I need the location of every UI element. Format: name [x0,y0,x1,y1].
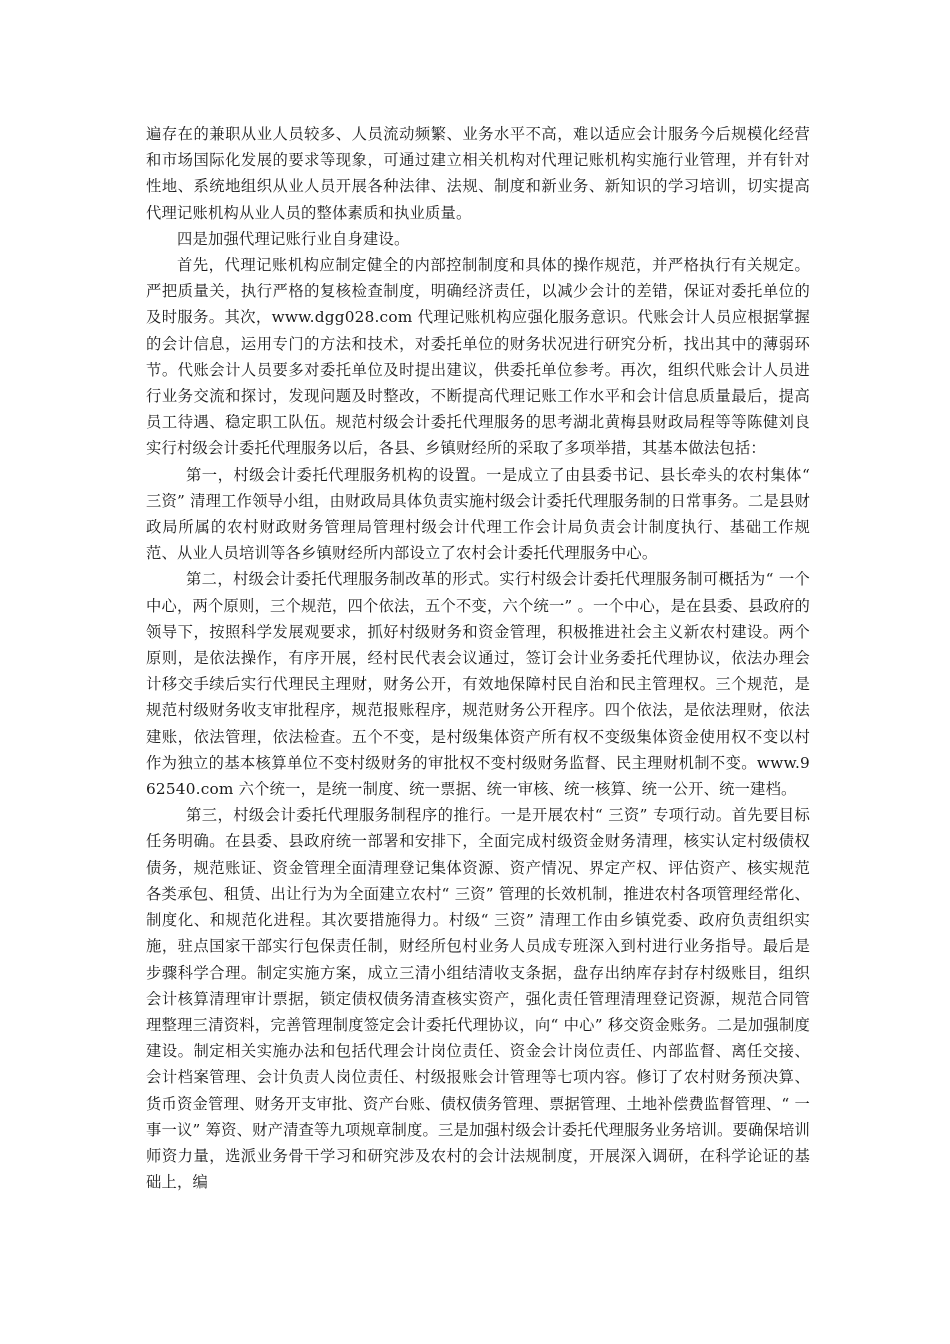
paragraph-part-three: 第三，村级会计委托代理服务制程序的推行。一是开展农村“ 三资” 专项行动。首先要目标任务明确。在县委、县政府统一部署和安排下，全面完成村级资金财务清理，核实认定村级债权债务，规范账证、资金管理全面清理登记集体资源、资产情况、界定产权、评估资产、核实规范各类承包、租赁、出让行为为全面建立农村“ 三资” 管理的长效机制，推进农村各项管理经常化、制度化、和规范化进程。其次要措施得力。村级“ 三资” 清理工作由乡镇党委、政府负责组织实施，驻点国家干部实行包保责任制，财经所包村业务人员成专班深入到村进行业务指导。最后是步骤科学合理。制定实施方案，成立三清小组结清收支条据，盘存出纳库存封存村级账目，组织会计核算清理审计票据，锁定债权债务清查核实资产，强化责任管理清理登记资源，规范合同管理整理三清资料，完善管理制度签定会计委托代理协议，向“ 中心” 移交资金账务。二是加强制度建设。制定相关实施办法和包括代理会计岗位责任、资金会计岗位责任、内部监督、离任交接、会计档案管理、会计负责人岗位责任、村级报账会计管理等七项内容。修订了农村财务预决算、货币资金管理、财务开支审批、资产台账、债权债务管理、票据管理、土地补偿费监督管理、“ 一事一议” 筹资、财产清查等九项规章制度。三是加强村级会计委托代理服务业务培训。要确保培训师资力量，选派业务骨干学习和研究涉及农村的会计法规制度，开展深入调研，在科学论证的基础上，编 [146,806,810,1192]
paragraph-first-second-third: 首先，代理记账机构应制定健全的内部控制制度和具体的操作规范，并严格执行有关规定。严把质量关，执行严格的复核检查制度，明确经济责任，以减少会计的差错，保证对委托单位的及时服务。其次，www.dgg028.com 代理记账机构应强化服务意识。代账会计人员应根据掌握的会计信息，运用专门的方法和技术，对委托单位的财务状况进行研究分析，找出其中的薄弱环节。代账会计人员要多对委托单位及时提出建议，供委托单位参考。再次，组织代账会计人员进行业务交流和探讨，发现问题及时整改，不断提高代理记账工作水平和会计信息质量最后，提高员工待遇、稳定职工队伍。规范村级会计委托代理服务的思考湖北黄梅县财政局程等等陈健刘良实行村级会计委托代理服务以后，各县、乡镇财经所的采取了多项举措，其基本做法包括： [146,256,810,458]
paragraph-intro: 遍存在的兼职从业人员较多、人员流动频繁、业务水平不高，难以适应会计服务今后规模化经营和市场国际化发展的要求等现象，可通过建立相关机构对代理记账机构实施行业管理，并有针对性地、系统地组织从业人员开展各种法律、法规、制度和新业务、新知识的学习培训，切实提高代理记账机构从业人员的整体素质和执业质量。 [146,125,810,222]
paragraph-heading-four: 四是加强代理记账行业自身建设。 [177,229,410,248]
document-body [146,121,810,1195]
paragraph-part-two: 第二，村级会计委托代理服务制改革的形式。实行村级会计委托代理服务制可概括为“ 一个中心，两个原则，三个规范，四个依法，五个不变，六个统一” 。一个中心，是在县委、县政府的领导下，按照科学发展观要求，抓好村级财务和资金管理，积极推进社会主义新农村建设。两个原则，是依法操作，有序开展，经村民代表会议通过，签订会计业务委托代理协议，依法办理会计移交手续后实行代理民主理财，财务公开，有效地保障村民自治和民主管理权。三个规范，是规范村级财务收支审批程序，规范报账程序，规范财务公开程序。四个依法，是依法理财，依法建账，依法管理，依法检查。五个不变，是村级集体资产所有权不变级集体资金使用权不变以村作为独立的基本核算单位不变村级财务的审批权不变村级财务监督、民主理财机制不变。www.962540.com 六个统一，是统一制度、统一票据、统一审核、统一核算、统一公开、统一建档。 [146,570,810,799]
paragraph-part-one: 第一，村级会计委托代理服务机构的设置。一是成立了由县委书记、县长牵头的农村集体“ 三资” 清理工作领导小组，由财政局具体负责实施村级会计委托代理服务制的日常事务。二是县财政局所属的农村财政财务管理局管理村级会计代理工作会计局负责会计制度执行、基础工作规范、从业人员培训等各乡镇财经所内部设立了农村会计委托代理服务中心。 [146,465,810,563]
